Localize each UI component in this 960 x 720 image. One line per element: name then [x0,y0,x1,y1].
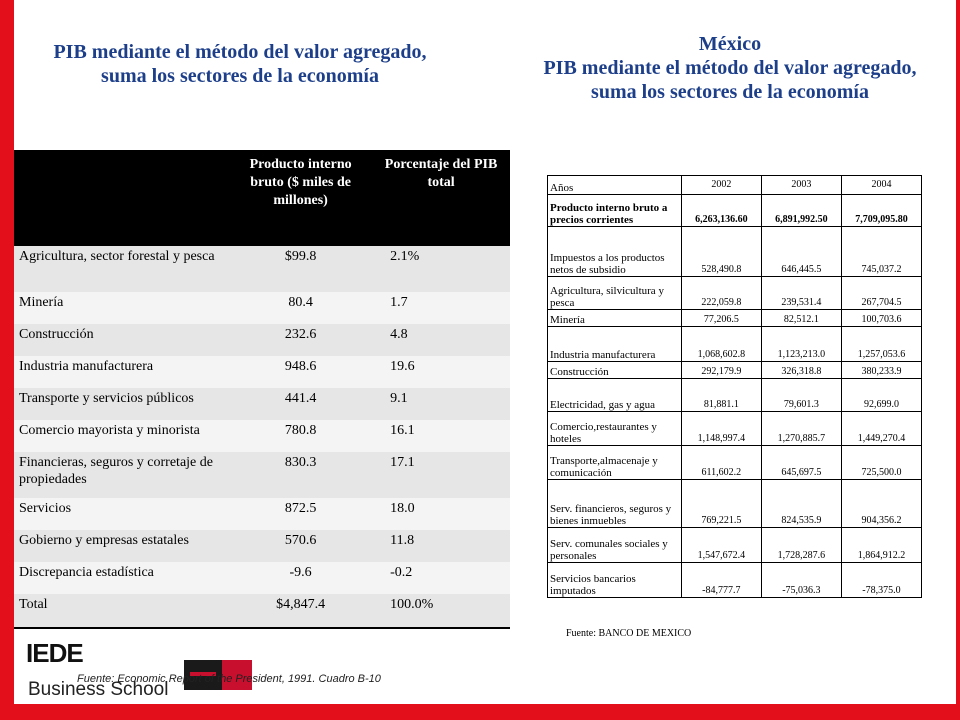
table-row [548,412,922,446]
value-cell: 904,356.2 [841,480,921,528]
value-cell: 77,206.5 [681,310,761,327]
pib-cell: $99.8 [229,246,372,292]
table-row [14,292,510,324]
us-gdp-header-row [14,150,510,246]
value-cell: 239,531.4 [761,277,841,310]
table-row [548,310,922,327]
pib-cell: $4,847.4 [229,594,372,628]
sector-cell: Total [14,594,229,628]
value-cell: 6,263,136.60 [681,195,761,227]
value-cell: 326,318.8 [761,362,841,379]
value-cell: 81,881.1 [681,379,761,412]
value-cell: 725,500.0 [841,446,921,480]
sector-cell: Financieras, seguros y corretaje de propiedades [14,452,229,498]
value-cell: 7,709,095.80 [841,195,921,227]
pib-cell: 780.8 [229,420,372,452]
pib-cell: 830.3 [229,452,372,498]
table-row [548,277,922,310]
pct-cell: 1.7 [372,292,510,324]
value-cell: 745,037.2 [841,227,921,277]
left-accent-bar [0,0,14,720]
table-row [14,530,510,562]
sector-cell: Agricultura, sector forestal y pesca [14,246,229,292]
pib-cell: 570.6 [229,530,372,562]
value-cell: 92,699.0 [841,379,921,412]
value-cell: 1,864,912.2 [841,528,921,563]
left-title-line2: suma los sectores de la economía [101,65,379,87]
value-cell: 824,535.9 [761,480,841,528]
value-cell: 292,179.9 [681,362,761,379]
pct-cell: 100.0% [372,594,510,628]
row-label: Serv. financieros, seguros y bienes inmuebles [548,480,682,528]
table-row [548,362,922,379]
row-label: Agricultura, silvicultura y pesca [548,277,682,310]
value-cell: 528,490.8 [681,227,761,277]
pct-cell: 11.8 [372,530,510,562]
sector-cell: Construcción [14,324,229,356]
row-label: Industria manufacturera [548,327,682,362]
table-row [14,420,510,452]
table-row [548,563,922,598]
pib-cell: -9.6 [229,562,372,594]
sector-cell: Servicios [14,498,229,530]
row-label: Impuestos a los productos netos de subsidio [548,227,682,277]
value-cell: -75,036.3 [761,563,841,598]
bottom-accent-bar [0,704,960,720]
pct-cell: 17.1 [372,452,510,498]
value-cell: 1,270,885.7 [761,412,841,446]
table-row [14,452,510,498]
pib-cell: 441.4 [229,388,372,420]
value-cell: 82,512.1 [761,310,841,327]
row-label: Servicios bancarios imputados [548,563,682,598]
row-label: Serv. comunales sociales y personales [548,528,682,563]
table-row [548,446,922,480]
value-cell: 1,148,997.4 [681,412,761,446]
value-cell: -84,777.7 [681,563,761,598]
value-cell: 222,059.8 [681,277,761,310]
pct-cell: 16.1 [372,420,510,452]
table-row [548,195,922,227]
value-cell: 1,547,672.4 [681,528,761,563]
row-label: Transporte,almacenaje y comunicación [548,446,682,480]
value-cell: 611,602.2 [681,446,761,480]
header-sector [14,150,229,246]
pct-cell: -0.2 [372,562,510,594]
value-cell: 646,445.5 [761,227,841,277]
year-2004: 2004 [841,176,921,195]
value-cell: 380,233.9 [841,362,921,379]
row-label: Electricidad, gas y agua [548,379,682,412]
pib-cell: 872.5 [229,498,372,530]
source-economic-report: Fuente: Economic Report of the President, 1991. Cuadro B-10 [77,673,381,685]
pib-cell: 80.4 [229,292,372,324]
years-label: Años [548,176,682,195]
table-row [548,227,922,277]
value-cell: 1,257,053.6 [841,327,921,362]
table-row [548,528,922,563]
table-row [14,356,510,388]
value-cell: 1,068,602.8 [681,327,761,362]
value-cell: 100,703.6 [841,310,921,327]
pct-cell: 4.8 [372,324,510,356]
sector-cell: Comercio mayorista y minorista [14,420,229,452]
left-title [20,40,460,88]
pct-cell: 18.0 [372,498,510,530]
years-header-row [548,176,922,195]
total-row [14,594,510,628]
table-row [14,498,510,530]
pib-cell: 232.6 [229,324,372,356]
table-row [548,379,922,412]
row-label: Comercio,restaurantes y hoteles [548,412,682,446]
row-label: Construcción [548,362,682,379]
pct-cell: 19.6 [372,356,510,388]
header-pct: Porcentaje del PIB total [372,150,510,246]
right-title [500,32,960,104]
value-cell: 79,601.3 [761,379,841,412]
table-row [14,388,510,420]
right-accent-bar [956,0,960,720]
row-label: Minería [548,310,682,327]
table-row [14,324,510,356]
value-cell: 1,123,213.0 [761,327,841,362]
sector-cell: Gobierno y empresas estatales [14,530,229,562]
value-cell: 6,891,992.50 [761,195,841,227]
iede-logo: IEDE [26,638,83,668]
right-title-line3: suma los sectores de la economía [591,81,869,103]
business-school-logo: Business School [28,679,169,700]
pct-cell: 2.1% [372,246,510,292]
value-cell: 267,704.5 [841,277,921,310]
us-gdp-table [14,150,510,629]
table-row [14,246,510,292]
table-row [14,562,510,594]
left-title-line1: PIB mediante el método del valor agregado, [53,41,427,63]
value-cell: 645,697.5 [761,446,841,480]
header-pib: Producto interno bruto ($ miles de millones) [229,150,372,246]
value-cell: 769,221.5 [681,480,761,528]
pct-cell: 9.1 [372,388,510,420]
source-banxico: Fuente: BANCO DE MEXICO [566,628,692,639]
mexico-gdp-table [547,175,922,598]
year-2003: 2003 [761,176,841,195]
sector-cell: Industria manufacturera [14,356,229,388]
value-cell: 1,449,270.4 [841,412,921,446]
sector-cell: Transporte y servicios públicos [14,388,229,420]
value-cell: -78,375.0 [841,563,921,598]
sector-cell: Discrepancia estadística [14,562,229,594]
year-2002: 2002 [681,176,761,195]
value-cell: 1,728,287.6 [761,528,841,563]
table-row [548,480,922,528]
right-title-line2: PIB mediante el método del valor agregado, [543,57,917,79]
row-label: Producto interno bruto a precios corrientes [548,195,682,227]
sector-cell: Minería [14,292,229,324]
pib-cell: 948.6 [229,356,372,388]
right-title-line1: México [698,33,762,55]
table-row [548,327,922,362]
